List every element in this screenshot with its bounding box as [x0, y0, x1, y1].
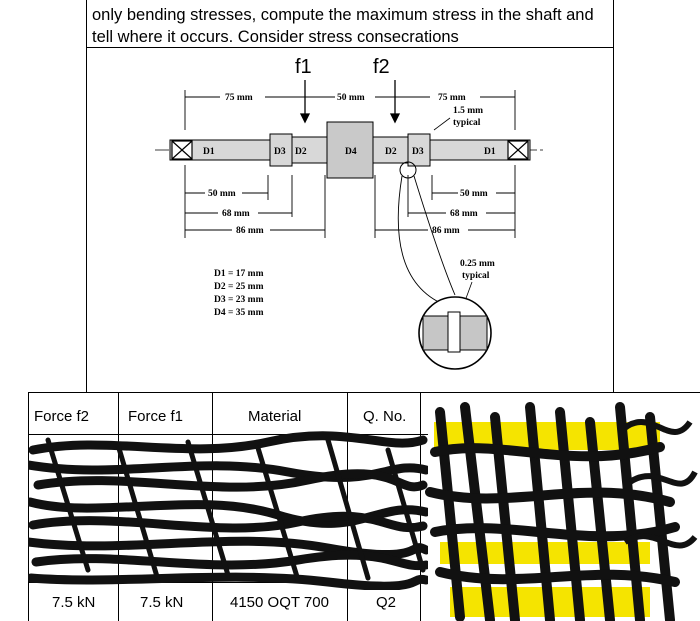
question-line-2: tell where it occurs. Consider stress consecrations [92, 28, 459, 46]
dim-top-left: 75 mm [225, 93, 253, 103]
bearing-left [172, 141, 192, 159]
header-material: Material [248, 408, 302, 425]
shaft-diagram [150, 80, 550, 390]
dim-bottom-right-86: 86 mm [432, 226, 460, 236]
groove-detail-view [419, 297, 491, 369]
diameter-mark-d2-left: D2 [295, 147, 307, 157]
dim-top-right: 75 mm [438, 93, 466, 103]
fillet-note-typical: typical [453, 118, 481, 128]
header-force-f2: Force f2 [34, 408, 90, 425]
dim-top-center: 50 mm [337, 93, 365, 103]
question-text [92, 4, 607, 48]
dim-bottom-left-50: 50 mm [208, 189, 236, 199]
question-divider [86, 47, 614, 48]
row-material: 4150 OQT 700 [230, 594, 329, 611]
diameter-mark-d1-right: D1 [484, 147, 496, 157]
force-label-f2: f2 [373, 56, 390, 78]
header-force-f1: Force f1 [128, 408, 184, 425]
diameter-value-d2: D2 = 25 mm [214, 282, 264, 292]
redaction-scribble [28, 430, 428, 590]
dim-bottom-left-68: 68 mm [222, 209, 250, 219]
bearing-right [508, 141, 528, 159]
dim-bottom-right-50: 50 mm [460, 189, 488, 199]
force-arrow-f2 [391, 80, 399, 122]
groove-note-size: 0.25 mm [460, 259, 495, 269]
dim-bottom-left-86: 86 mm [236, 226, 264, 236]
diameter-mark-d3-left: D3 [274, 147, 286, 157]
row-force-f1: 7.5 kN [140, 594, 184, 611]
question-line-1: only bending stresses, compute the maximum stress in the shaft and [92, 6, 594, 24]
redaction-right-panel [420, 392, 700, 621]
diameter-mark-d1-left: D1 [203, 147, 215, 157]
row-q-no: Q2 [376, 594, 397, 611]
diameter-mark-d3-right: D3 [412, 147, 424, 157]
groove-note-typical: typical [462, 271, 490, 281]
diameter-value-d1: D1 = 17 mm [214, 269, 264, 279]
diameter-mark-d2-right: D2 [385, 147, 397, 157]
diameter-mark-d4: D4 [345, 147, 357, 157]
row-force-f2: 7.5 kN [52, 594, 96, 611]
fillet-note-size: 1.5 mm [453, 106, 484, 116]
header-q-no: Q. No. [363, 408, 407, 425]
force-arrow-f1 [301, 80, 309, 122]
force-label-f1: f1 [295, 56, 312, 78]
diameter-value-d4: D4 = 35 mm [214, 308, 264, 318]
dim-bottom-right-68: 68 mm [450, 209, 478, 219]
diameter-value-d3: D3 = 23 mm [214, 295, 264, 305]
